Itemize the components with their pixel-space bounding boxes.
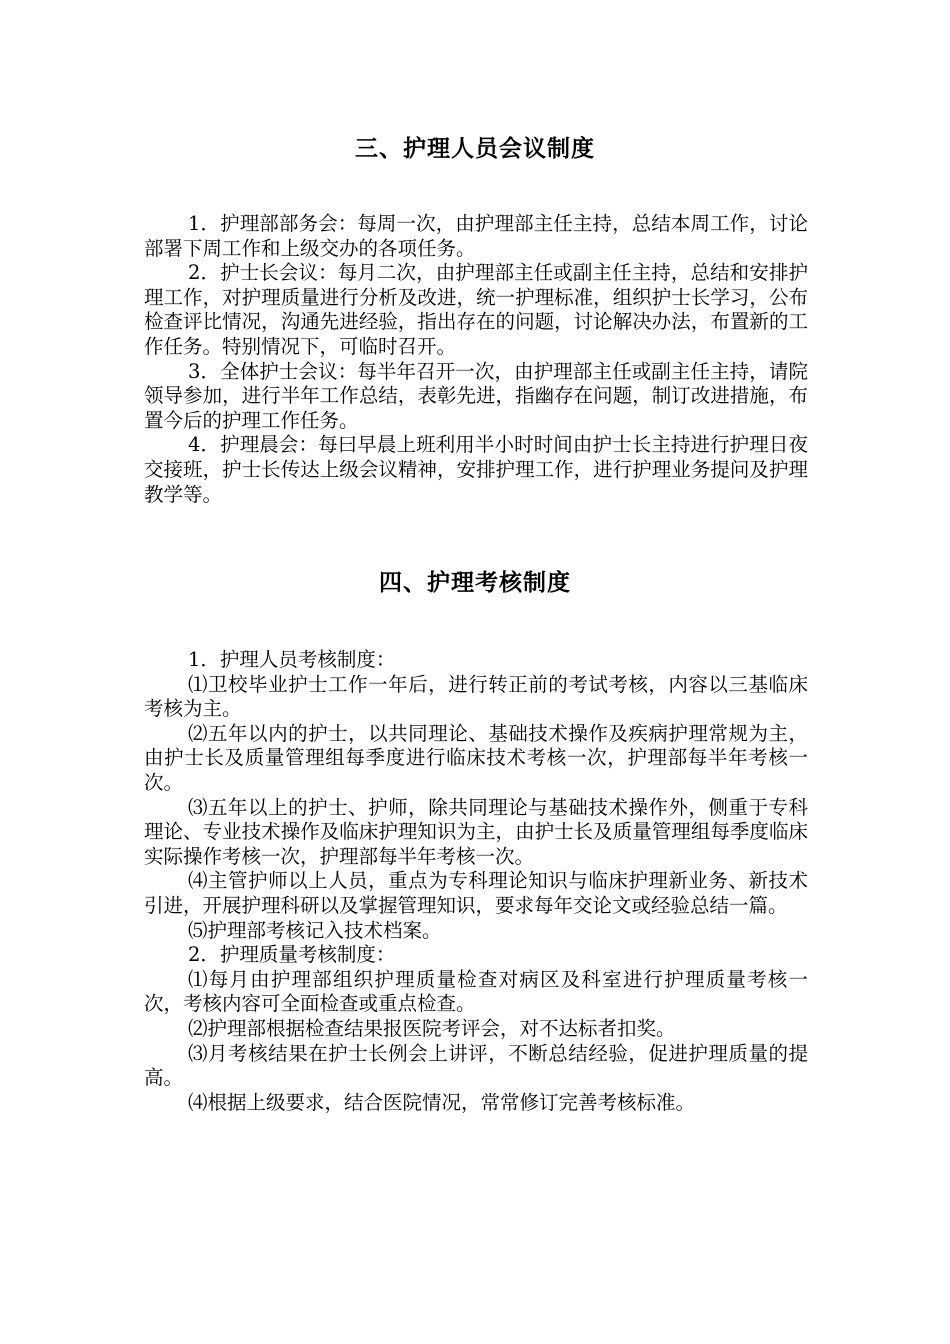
section-title-assessment-system: 四、护理考核制度	[379, 570, 571, 596]
paragraph: 4．护理晨会：每曰早晨上班利用半小时时间由护士长主持进行护理日夜交接班，护士长传达上级会议精神，安排护理工作，进行护理业务提问及护理教学等。	[144, 433, 808, 506]
paragraph: ⑷根据上级要求，结合医院情况，常常修订完善考核标准。	[188, 1090, 696, 1114]
section-body-assessment-system	[144, 648, 808, 1115]
section-body-meeting-system	[144, 212, 808, 507]
paragraph: ⑴卫校毕业护士工作一年后，进行转正前的考试考核，内容以三基临床考核为主。	[144, 672, 808, 721]
paragraph: ⑶五年以上的护士、护师，除共同理论与基础技术操作外，侧重于专科理论、专业技术操作及临床护理知识为主，由护士长及质量管理组每季度临床实际操作考核一次，护理部每半年考核一次。	[144, 795, 808, 868]
paragraph: ⑶月考核结果在护士长例会上讲评，不断总结经验，促进护理质量的提高。	[144, 1041, 808, 1090]
paragraph: ⑴每月由护理部组织护理质量检查对病区及科室进行护理质量考核一次，考核内容可全面检查或重点检查。	[144, 967, 808, 1016]
paragraph: ⑵五年以内的护士，以共同理论、基础技术操作及疾病护理常规为主，由护士长及质量管理组每季度进行临床技术考核一次，护理部每半年考核一次。	[144, 721, 808, 794]
paragraph: 1．护理部部务会：每周一次，由护理部主任主持，总结本周工作，讨论部署下周工作和上级交办的各项任务。	[144, 212, 808, 260]
paragraph: ⑷主管护师以上人员，重点为专科理论知识与临床护理新业务、新技术引进，开展护理科研以及掌握管理知识，要求每年交论文或经验总结一篇。	[144, 869, 808, 917]
paragraph: ⑸护理部考核记入技术档案。	[188, 918, 442, 942]
paragraph: 2．护士长会议：每月二次，由护理部主任或副主任主持，总结和安排护理工作，对护理质量进行分析及改进，统一护理标准，组织护士长学习，公布检查评比情况，沟通先进经验，指出存在的问题，讨论解决办法，布置新的工作任务。特别情况下，可临时召开。	[144, 261, 808, 358]
paragraph: 2．护理质量考核制度：	[188, 943, 396, 967]
paragraph: 3．全体护士会议：每半年召开一次，由护理部主任或副主任主持，请院领导参加，进行半年工作总结，表彰先进，指幽存在问题，制订改进措施，布置今后的护理工作任务。	[144, 359, 808, 432]
paragraph: 1．护理人员考核制度：	[188, 648, 396, 671]
section-title-meeting-system: 三、护理人员会议制度	[355, 136, 595, 162]
paragraph: ⑵护理部根据检查结果报医院考评会，对不达标者扣奖。	[188, 1016, 676, 1040]
